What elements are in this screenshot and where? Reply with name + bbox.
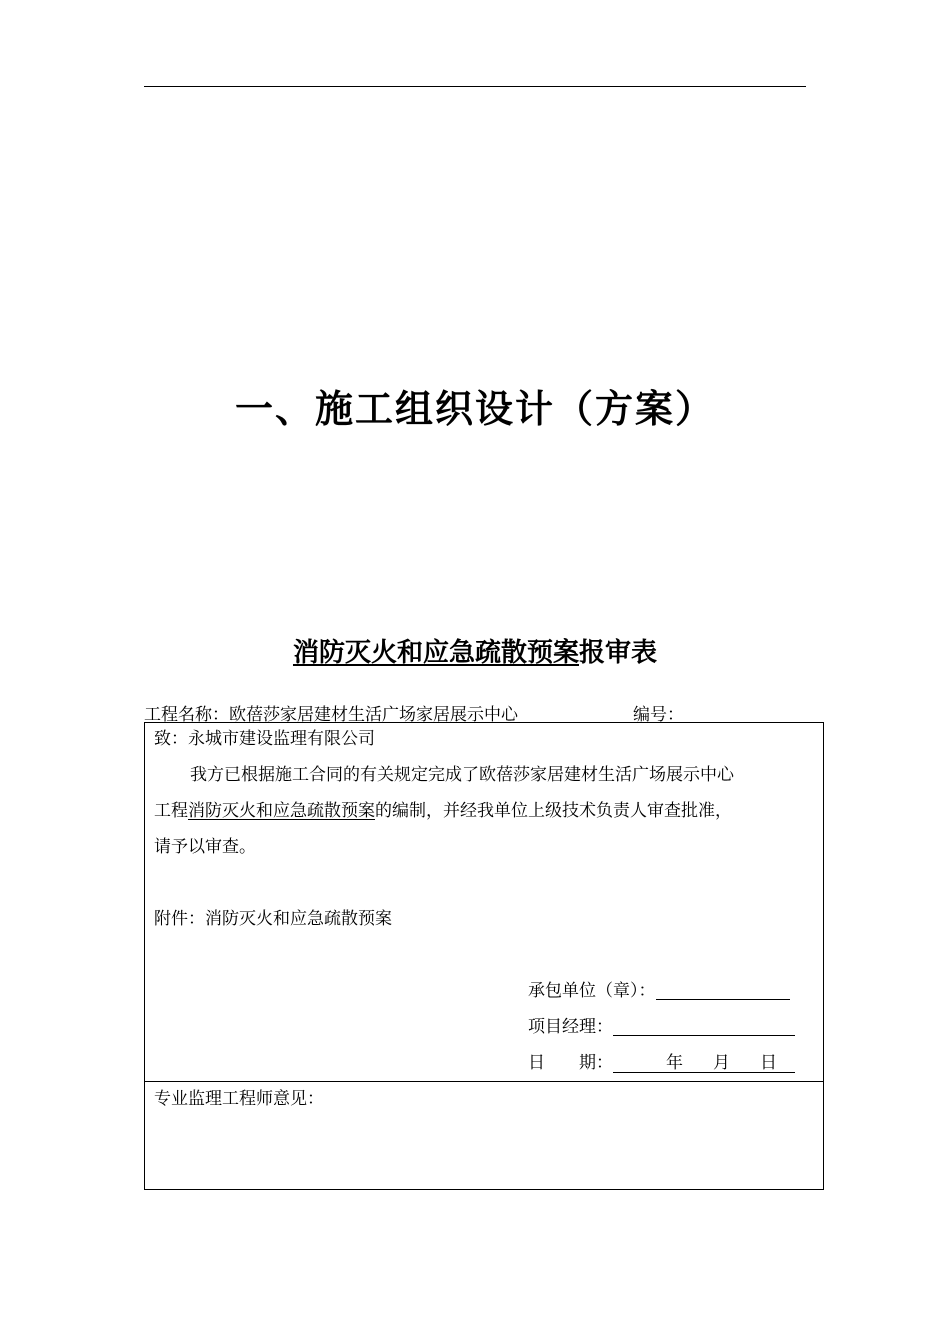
form-title (0, 632, 950, 669)
date-field[interactable] (613, 1055, 795, 1073)
form-title-rest: 报审表 (579, 638, 658, 668)
body-line-2 (154, 803, 732, 820)
contractor-signature-line[interactable] (656, 983, 790, 1000)
body-line-2-prefix: 工程 (154, 801, 188, 821)
project-name-label: 工程名称： (144, 705, 229, 725)
date-day: 日 (760, 1053, 777, 1073)
body-line-2-suffix: 的编制，并经我单位上级技术负责人审查批准， (375, 801, 732, 821)
main-title: 一、施工组织设计（方案） (234, 387, 715, 431)
body-line-3: 请予以审查。 (154, 837, 256, 857)
manager-row (528, 1019, 795, 1036)
project-name-value: 欧蓓莎家居建材生活广场家居展示中心 (229, 705, 518, 725)
to-line: 致：永城市建设监理有限公司 (154, 729, 375, 749)
contractor-label: 承包单位（章）： (528, 981, 656, 1001)
date-year: 年 (666, 1053, 683, 1073)
date-month: 月 (713, 1053, 730, 1073)
form-table (144, 722, 824, 1190)
body-line-2-underlined: 消防灭火和应急疏散预案 (188, 801, 375, 821)
attachment-line: 附件：消防灭火和应急疏散预案 (154, 909, 392, 929)
supervisor-opinion-label: 专业监理工程师意见： (154, 1089, 324, 1109)
manager-label: 项目经理： (528, 1017, 613, 1037)
date-label: 日 期： (528, 1053, 613, 1073)
manager-signature-line[interactable] (613, 1019, 795, 1036)
contractor-row (528, 983, 790, 1000)
date-row (528, 1055, 795, 1073)
number-label: 编号： (633, 705, 684, 725)
body-line-1: 我方已根据施工合同的有关规定完成了欧蓓莎家居建材生活广场展示中心 (190, 765, 734, 785)
form-title-underlined: 消防灭火和应急疏散预案 (292, 638, 579, 668)
header-rule (144, 86, 806, 87)
section-divider (145, 1081, 823, 1082)
